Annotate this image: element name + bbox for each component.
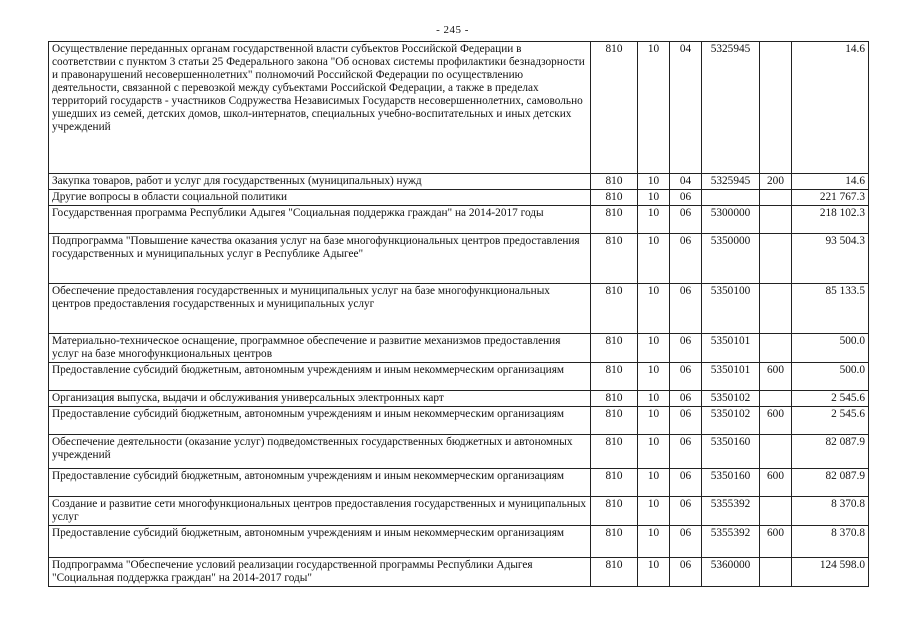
row-grbs-code: 810: [591, 435, 638, 469]
row-section-code: 10: [638, 407, 670, 435]
row-description: Организация выпуска, выдачи и обслуживания универсальных электронных карт: [49, 391, 591, 407]
row-description: Закупка товаров, работ и услуг для государственных (муниципальных) нужд: [49, 174, 591, 190]
row-subsection-code: 06: [670, 497, 702, 526]
row-target-article-code: 5350160: [702, 469, 760, 497]
row-expense-type-code: [760, 435, 792, 469]
table-row: [49, 526, 869, 558]
table-row: [49, 334, 869, 363]
row-description: Материально-техническое оснащение, программное обеспечение и развитие механизмов предоставления услуг на базе многофункциональных центров: [49, 334, 591, 363]
table-row: [49, 363, 869, 391]
row-description: Обеспечение предоставления государственных и муниципальных услуг на базе многофункциональных центров предоставления государственных и муниципальных услуг: [49, 284, 591, 334]
row-amount: 2 545.6: [792, 407, 869, 435]
row-description: Предоставление субсидий бюджетным, автономным учреждениям и иным некоммерческим организациям: [49, 363, 591, 391]
row-section-code: 10: [638, 469, 670, 497]
row-expense-type-code: 600: [760, 526, 792, 558]
row-subsection-code: 06: [670, 526, 702, 558]
row-target-article-code: 5355392: [702, 497, 760, 526]
row-subsection-code: 06: [670, 363, 702, 391]
row-expense-type-code: [760, 190, 792, 206]
row-grbs-code: 810: [591, 234, 638, 284]
page-number: - 245 -: [436, 24, 469, 36]
row-target-article-code: 5350102: [702, 407, 760, 435]
row-amount: 124 598.0: [792, 558, 869, 587]
row-amount: 218 102.3: [792, 206, 869, 234]
row-section-code: 10: [638, 526, 670, 558]
row-grbs-code: 810: [591, 497, 638, 526]
row-grbs-code: 810: [591, 174, 638, 190]
budget-table-body: [49, 42, 869, 587]
row-target-article-code: 5350100: [702, 284, 760, 334]
row-section-code: 10: [638, 363, 670, 391]
row-grbs-code: 810: [591, 334, 638, 363]
table-row: [49, 174, 869, 190]
row-amount: 221 767.3: [792, 190, 869, 206]
row-section-code: 10: [638, 497, 670, 526]
row-amount: 93 504.3: [792, 234, 869, 284]
row-grbs-code: 810: [591, 206, 638, 234]
row-grbs-code: 810: [591, 469, 638, 497]
row-expense-type-code: [760, 391, 792, 407]
row-description: Подпрограмма "Обеспечение условий реализации государственной программы Республики Адыгея "Социальная поддержка граждан" на 2014-2017 годы": [49, 558, 591, 587]
row-section-code: 10: [638, 206, 670, 234]
row-expense-type-code: 600: [760, 363, 792, 391]
row-subsection-code: 06: [670, 391, 702, 407]
row-subsection-code: 06: [670, 469, 702, 497]
row-grbs-code: 810: [591, 558, 638, 587]
row-description: Подпрограмма "Повышение качества оказания услуг на базе многофункциональных центров предоставления государственных и муниципальных услуг в Республике Адыгее": [49, 234, 591, 284]
row-expense-type-code: [760, 284, 792, 334]
row-amount: 14.6: [792, 42, 869, 174]
row-amount: 2 545.6: [792, 391, 869, 407]
row-expense-type-code: [760, 206, 792, 234]
row-target-article-code: 5350160: [702, 435, 760, 469]
row-target-article-code: 5300000: [702, 206, 760, 234]
row-target-article-code: 5350101: [702, 334, 760, 363]
row-section-code: 10: [638, 42, 670, 174]
row-section-code: 10: [638, 435, 670, 469]
row-amount: 14.6: [792, 174, 869, 190]
row-subsection-code: 04: [670, 42, 702, 174]
row-section-code: 10: [638, 334, 670, 363]
row-target-article-code: 5350000: [702, 234, 760, 284]
row-amount: 500.0: [792, 363, 869, 391]
row-subsection-code: 06: [670, 234, 702, 284]
row-subsection-code: 06: [670, 435, 702, 469]
row-subsection-code: 06: [670, 558, 702, 587]
table-row: [49, 435, 869, 469]
row-description: Предоставление субсидий бюджетным, автономным учреждениям и иным некоммерческим организациям: [49, 526, 591, 558]
table-row: [49, 42, 869, 174]
row-section-code: 10: [638, 234, 670, 284]
row-expense-type-code: [760, 42, 792, 174]
table-row: [49, 407, 869, 435]
table-row: [49, 497, 869, 526]
row-description: Другие вопросы в области социальной политики: [49, 190, 591, 206]
row-section-code: 10: [638, 391, 670, 407]
row-subsection-code: 06: [670, 284, 702, 334]
table-row: [49, 284, 869, 334]
row-expense-type-code: 200: [760, 174, 792, 190]
row-expense-type-code: 600: [760, 469, 792, 497]
row-target-article-code: 5360000: [702, 558, 760, 587]
table-row: [49, 206, 869, 234]
row-target-article-code: 5355392: [702, 526, 760, 558]
row-description: Предоставление субсидий бюджетным, автономным учреждениям и иным некоммерческим организациям: [49, 407, 591, 435]
row-description: Создание и развитие сети многофункциональных центров предоставления государственных и муниципальных услуг: [49, 497, 591, 526]
table-row: [49, 558, 869, 587]
row-section-code: 10: [638, 190, 670, 206]
row-grbs-code: 810: [591, 391, 638, 407]
row-grbs-code: 810: [591, 526, 638, 558]
row-amount: 500.0: [792, 334, 869, 363]
row-amount: 8 370.8: [792, 526, 869, 558]
row-section-code: 10: [638, 558, 670, 587]
row-description: Предоставление субсидий бюджетным, автономным учреждениям и иным некоммерческим организациям: [49, 469, 591, 497]
row-expense-type-code: 600: [760, 407, 792, 435]
row-target-article-code: 5350102: [702, 391, 760, 407]
row-amount: 82 087.9: [792, 469, 869, 497]
row-grbs-code: 810: [591, 190, 638, 206]
row-section-code: 10: [638, 284, 670, 334]
row-description: Обеспечение деятельности (оказание услуг) подведомственных государственных бюджетных и автономных учреждений: [49, 435, 591, 469]
row-grbs-code: 810: [591, 407, 638, 435]
row-target-article-code: 5325945: [702, 174, 760, 190]
row-description: Государственная программа Республики Адыгея "Социальная поддержка граждан" на 2014-2017 годы: [49, 206, 591, 234]
row-section-code: 10: [638, 174, 670, 190]
row-subsection-code: 06: [670, 206, 702, 234]
row-expense-type-code: [760, 558, 792, 587]
row-target-article-code: 5350101: [702, 363, 760, 391]
row-subsection-code: 04: [670, 174, 702, 190]
row-description: Осуществление переданных органам государственной власти субъектов Российской Федерации в соответствии с пунктом 3 статьи 25 Федерального закона "Об основах системы профилактики безнадзорности и правонарушений несовершеннолетних" полномочий Российской Федерации по осуществлению деятельности, связанной с перевозкой между субъектами Российской Федерации, а также в пределах территорий государств - участников Содружества Независимых Государств несовершеннолетних, самовольно ушедших из семей, детских домов, школ-интернатов, специальных учебно-воспитательных и иных детских учреждений: [49, 42, 591, 174]
row-subsection-code: 06: [670, 407, 702, 435]
row-grbs-code: 810: [591, 42, 638, 174]
row-amount: 85 133.5: [792, 284, 869, 334]
row-subsection-code: 06: [670, 190, 702, 206]
row-target-article-code: 5325945: [702, 42, 760, 174]
row-expense-type-code: [760, 334, 792, 363]
row-grbs-code: 810: [591, 284, 638, 334]
table-row: [49, 391, 869, 407]
row-grbs-code: 810: [591, 363, 638, 391]
table-row: [49, 469, 869, 497]
row-target-article-code: [702, 190, 760, 206]
table-row: [49, 234, 869, 284]
row-subsection-code: 06: [670, 334, 702, 363]
row-amount: 8 370.8: [792, 497, 869, 526]
table-row: [49, 190, 869, 206]
row-amount: 82 087.9: [792, 435, 869, 469]
row-expense-type-code: [760, 234, 792, 284]
row-expense-type-code: [760, 497, 792, 526]
budget-table: [48, 41, 869, 587]
